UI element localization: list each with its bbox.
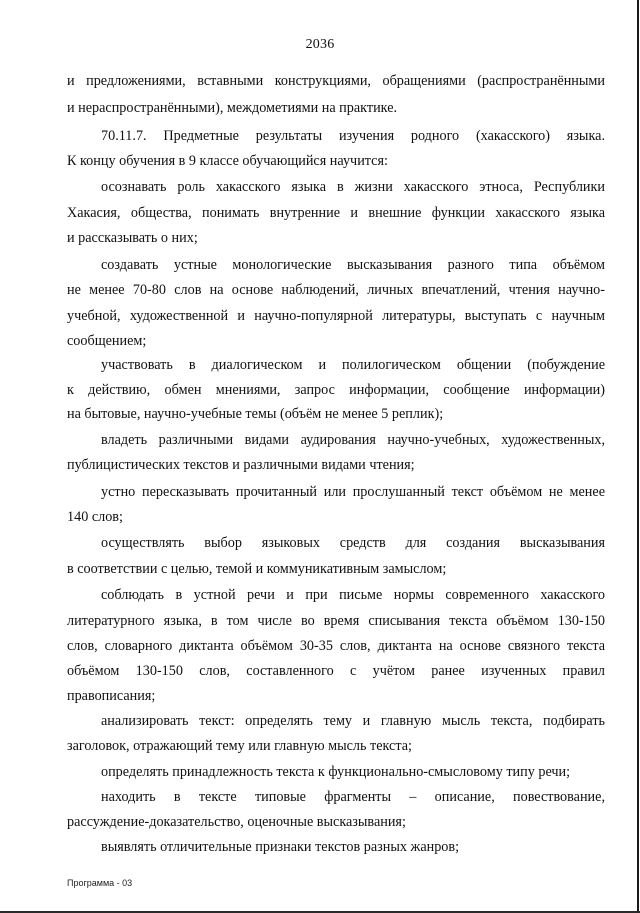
text-line: участвовать в диалогическом и полилогическом общении (побуждение [101, 357, 605, 373]
scan-edge-right [637, 0, 639, 913]
text-line: соблюдать в устной речи и при письме нормы современного хакасского [101, 587, 605, 603]
text-line: на бытовые, научно-учебные темы (объём не менее 5 реплик); [67, 406, 444, 422]
text-line: правописания; [67, 688, 156, 704]
text-line: анализировать текст: определять тему и главную мысль текста, подбирать [101, 713, 605, 729]
text-line: литературного языка, в том числе во время списывания текста объёмом 130-150 [67, 613, 605, 629]
page-footer: Программа - 03 [67, 878, 133, 888]
text-line: объёмом 130-150 слов, составленного с учётом ранее изученных правил [67, 663, 605, 679]
text-line: заголовок, отражающий тему или главную мысль текста; [67, 738, 412, 754]
text-line: осознавать роль хакасского языка в жизни хакасского этноса, Республики [101, 179, 605, 195]
text-line: определять принадлежность текста к функционально-смысловому типу речи; [101, 764, 571, 780]
text-line: К концу обучения в 9 классе обучающийся научится: [67, 153, 388, 169]
text-line: слов, словарного диктанта объёмом 30-35 слов, диктанта на основе связного текста [67, 638, 605, 654]
text-line: Хакасия, общества, понимать внутренние и внешние функции хакасского языка [67, 205, 605, 221]
text-line: осуществлять выбор языковых средств для создания высказывания [101, 535, 605, 551]
text-line: сообщением; [67, 333, 147, 349]
text-line: к действию, обмен мнениями, запрос информации, сообщение информации) [67, 382, 605, 398]
text-line: рассуждение-доказательство, оценочные высказывания; [67, 814, 406, 830]
text-line: и предложениями, вставными конструкциями, обращениями (распространёнными [67, 73, 605, 89]
section-heading-line: 70.11.7. Предметные результаты изучения родного (хакасского) языка. [101, 128, 605, 144]
text-line: создавать устные монологические высказывания разного типа объёмом [101, 257, 605, 273]
text-line: находить в тексте типовые фрагменты – описание, повествование, [101, 789, 605, 805]
page-number: 2036 [305, 37, 335, 52]
text-line: выявлять отличительные признаки текстов разных жанров; [101, 839, 460, 855]
text-line: устно пересказывать прочитанный или прослушанный текст объёмом не менее [101, 484, 605, 500]
text-line: владеть различными видами аудирования научно-учебных, художественных, [101, 432, 605, 448]
text-line: в соответствии с целью, темой и коммуникативным замыслом; [67, 561, 447, 577]
text-line: и рассказывать о них; [67, 230, 198, 246]
text-line: учебной, художественной и научно-популярной литературы, выступать с научным [67, 308, 605, 324]
text-line: публицистических текстов и различными видами чтения; [67, 457, 415, 473]
text-line: 140 слов; [67, 509, 123, 525]
text-line: не менее 70-80 слов на основе наблюдений, личных впечатлений, чтения научно- [67, 282, 605, 298]
text-line: и нераспространёнными), междометиями на практике. [67, 100, 398, 116]
